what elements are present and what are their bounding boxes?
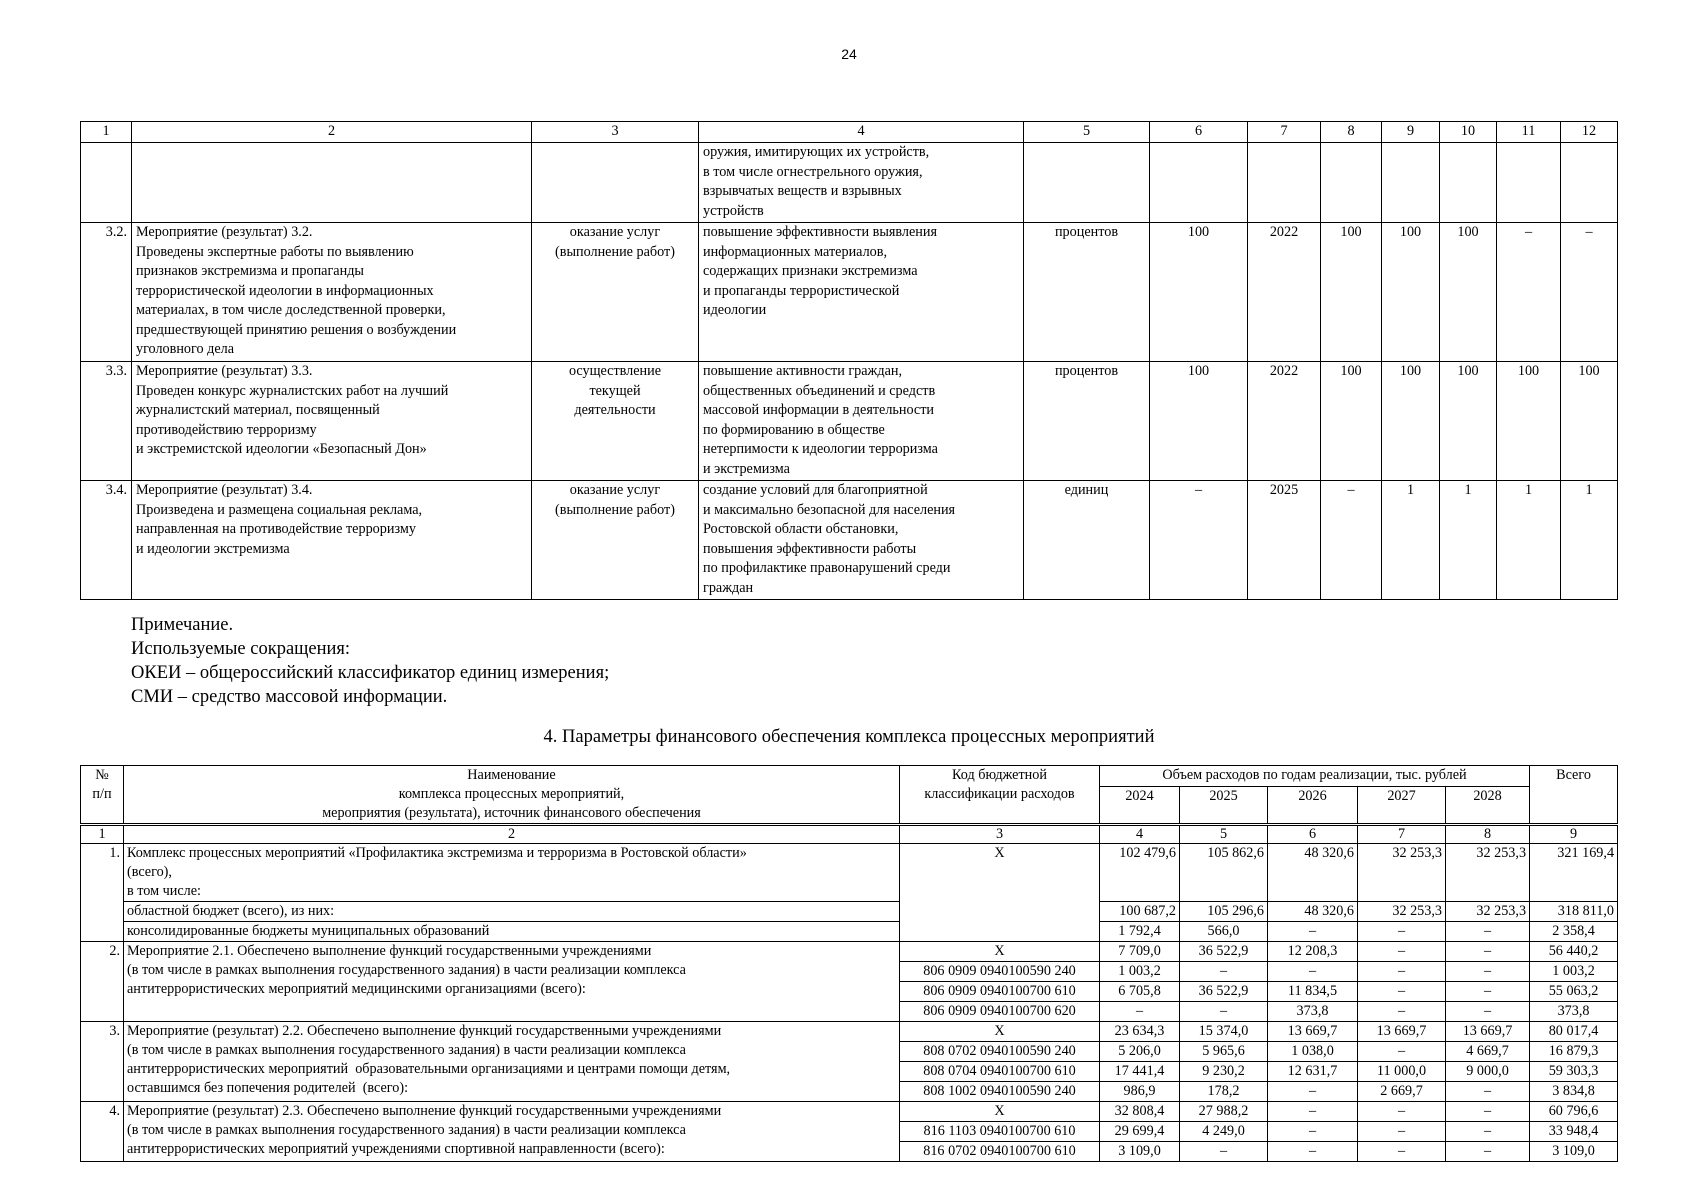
budget-code: 808 1002 0940100590 240: [900, 1082, 1100, 1102]
measure-type: осуществление текущей деятельности: [532, 362, 699, 481]
value-total: 318 811,0: [1530, 902, 1618, 922]
row-name: Комплекс процессных мероприятий «Профилактика экстремизма и терроризма в Ростовской области» (всего), в том числе:: [124, 844, 900, 902]
budget-code: 808 0702 0940100590 240: [900, 1042, 1100, 1062]
value-2025: 100: [1382, 362, 1440, 481]
value-2025: 105 296,6: [1180, 902, 1268, 922]
value-2026: 1: [1440, 481, 1497, 600]
value-2027: –: [1358, 922, 1446, 942]
row-number: 4.: [81, 1102, 124, 1162]
col-number: 9: [1530, 825, 1618, 844]
budget-code: Х: [900, 844, 1100, 942]
col-number: 5: [1024, 122, 1150, 143]
col-number: 12: [1561, 122, 1618, 143]
budget-code: 808 0704 0940100700 610: [900, 1062, 1100, 1082]
row-number: 1.: [81, 844, 124, 942]
value-2024: 1 003,2: [1100, 962, 1180, 982]
budget-code: 806 0909 0940100700 620: [900, 1002, 1100, 1022]
row-number: 2.: [81, 942, 124, 1022]
value-2027: 2 669,7: [1358, 1082, 1446, 1102]
row-number: 3.2.: [81, 223, 132, 362]
unit: [1024, 143, 1150, 223]
budget-code: 816 0702 0940100700 610: [900, 1142, 1100, 1162]
col-number: 3: [900, 825, 1100, 844]
note-line: СМИ – средство массовой информации.: [131, 687, 448, 707]
col-number: 8: [1321, 122, 1382, 143]
measure-name: Мероприятие (результат) 3.4. Произведена и размещена социальная реклама, направленная на противодействие терроризму и идеологии экстремизма: [132, 481, 532, 600]
value-total: 55 063,2: [1530, 982, 1618, 1002]
value-2025: 15 374,0: [1180, 1022, 1268, 1042]
results-table: [80, 121, 1618, 600]
value-2028: 100: [1561, 362, 1618, 481]
col-number: 4: [699, 122, 1024, 143]
table-row: [81, 1102, 1618, 1122]
value-2024: 7 709,0: [1100, 942, 1180, 962]
value-2024: 986,9: [1100, 1082, 1180, 1102]
section-title: 4. Параметры финансового обеспечения комплекса процессных мероприятий: [543, 727, 1155, 747]
header-year: 2025: [1180, 787, 1268, 825]
value-2027: –: [1358, 1042, 1446, 1062]
base-year: 2022: [1248, 223, 1321, 362]
value-2024: 100 687,2: [1100, 902, 1180, 922]
budget-code: 806 0909 0940100700 610: [900, 982, 1100, 1002]
col-number: 7: [1358, 825, 1446, 844]
col-number: 11: [1497, 122, 1561, 143]
value-2024: 102 479,6: [1100, 844, 1180, 902]
header-year: 2027: [1358, 787, 1446, 825]
base-value: 100: [1150, 362, 1248, 481]
budget-code: 806 0909 0940100590 240: [900, 962, 1100, 982]
value-2026: 12 631,7: [1268, 1062, 1358, 1082]
value-2028: –: [1446, 1082, 1530, 1102]
value-2027: –: [1358, 1142, 1446, 1162]
base-value: [1150, 143, 1248, 223]
value-2025: –: [1180, 962, 1268, 982]
table-row: [81, 844, 1618, 902]
value-2028: –: [1446, 1002, 1530, 1022]
value-2028: –: [1446, 1102, 1530, 1122]
results-table-header-row: [81, 122, 1618, 143]
value-2025: 4 249,0: [1180, 1122, 1268, 1142]
value-2024: 100: [1321, 223, 1382, 362]
base-value: 100: [1150, 223, 1248, 362]
value-2024: 100: [1321, 362, 1382, 481]
budget-code: Х: [900, 942, 1100, 962]
value-2024: 17 441,4: [1100, 1062, 1180, 1082]
budget-code: Х: [900, 1102, 1100, 1122]
header-name: Наименование комплекса процессных мероприятий, мероприятия (результата), источник финансового обеспечения: [124, 766, 900, 825]
value-total: 1 003,2: [1530, 962, 1618, 982]
col-number: 6: [1268, 825, 1358, 844]
col-number: 6: [1150, 122, 1248, 143]
col-number: 8: [1446, 825, 1530, 844]
value-2024: [1321, 143, 1382, 223]
value-total: 3 834,8: [1530, 1082, 1618, 1102]
table-row: [81, 362, 1618, 481]
table-row: [81, 481, 1618, 600]
note-line: Используемые сокращения:: [131, 639, 351, 659]
row-name: консолидированные бюджеты муниципальных образований: [124, 922, 900, 942]
value-2024: 1 792,4: [1100, 922, 1180, 942]
col-number: 3: [532, 122, 699, 143]
unit: процентов: [1024, 223, 1150, 362]
value-2026: 100: [1440, 223, 1497, 362]
value-2027: –: [1358, 982, 1446, 1002]
measure-name: Мероприятие (результат) 3.3. Проведен конкурс журналистских работ на лучший журналистский материал, посвященный противодействию терроризму и экстремистской идеологии «Безопасный Дон»: [132, 362, 532, 481]
row-name: областной бюджет (всего), из них:: [124, 902, 900, 922]
measure-name: Мероприятие (результат) 3.2. Проведены экспертные работы по выявлению признаков экстремизма и пропаганды террористической идеологии в информационных материалах, в том числе доследственной проверки, предшествующей принятию решения о возбуждении уголовного дела: [132, 223, 532, 362]
value-2028: –: [1446, 942, 1530, 962]
col-number: 1: [81, 825, 124, 844]
value-2024: 3 109,0: [1100, 1142, 1180, 1162]
value-2027: 32 253,3: [1358, 902, 1446, 922]
measure-name: [132, 143, 532, 223]
value-2027: [1497, 143, 1561, 223]
note-line: Примечание.: [131, 615, 234, 635]
value-2026: –: [1268, 1102, 1358, 1122]
value-2026: [1440, 143, 1497, 223]
measure-type: оказание услуг (выполнение работ): [532, 481, 699, 600]
value-2028: –: [1446, 1122, 1530, 1142]
value-2027: –: [1358, 1122, 1446, 1142]
measure-description: повышение эффективности выявления информационных материалов, содержащих признаки экстремизма и пропаганды террористической идеологии: [699, 223, 1024, 362]
value-2027: 100: [1497, 362, 1561, 481]
base-year: 2022: [1248, 362, 1321, 481]
row-number: 3.4.: [81, 481, 132, 600]
measure-description: оружия, имитирующих их устройств, в том числе огнестрельного оружия, взрывчатых веществ и взрывных устройств: [699, 143, 1024, 223]
value-total: 59 303,3: [1530, 1062, 1618, 1082]
value-2027: –: [1358, 942, 1446, 962]
financing-table: [80, 765, 1618, 1162]
value-total: 60 796,6: [1530, 1102, 1618, 1122]
value-2028: –: [1561, 223, 1618, 362]
value-2026: 373,8: [1268, 1002, 1358, 1022]
col-number: 1: [81, 122, 132, 143]
value-total: 3 109,0: [1530, 1142, 1618, 1162]
header-year: 2028: [1446, 787, 1530, 825]
value-2025: 5 965,6: [1180, 1042, 1268, 1062]
value-total: 16 879,3: [1530, 1042, 1618, 1062]
value-2028: –: [1446, 1142, 1530, 1162]
value-2025: 36 522,9: [1180, 942, 1268, 962]
value-2027: 1: [1497, 481, 1561, 600]
table-row: [81, 223, 1618, 362]
value-total: 321 169,4: [1530, 844, 1618, 902]
value-2024: 23 634,3: [1100, 1022, 1180, 1042]
col-number: 2: [124, 825, 900, 844]
value-2026: 48 320,6: [1268, 902, 1358, 922]
value-2024: –: [1100, 1002, 1180, 1022]
unit: процентов: [1024, 362, 1150, 481]
value-2028: 32 253,3: [1446, 844, 1530, 902]
row-name: Мероприятие 2.1. Обеспечено выполнение функций государственными учреждениями (в том числе в рамках выполнения государственного задания) в части реализации комплекса антитеррористических мероприятий медицинскими организациями (всего):: [124, 942, 900, 1022]
value-total: 56 440,2: [1530, 942, 1618, 962]
row-name: Мероприятие (результат) 2.2. Обеспечено выполнение функций государственными учреждениями (в том числе в рамках выполнения государственного задания) в части реализации комплекса антитеррористических мероприятий образовательными организациями и центрами помощи детям, оставшимся без попечения родителей (всего):: [124, 1022, 900, 1102]
measure-type: оказание услуг (выполнение работ): [532, 223, 699, 362]
value-2026: 12 208,3: [1268, 942, 1358, 962]
value-total: 373,8: [1530, 1002, 1618, 1022]
value-2028: 13 669,7: [1446, 1022, 1530, 1042]
table-row: [81, 942, 1618, 962]
header-code: Код бюджетной классификации расходов: [900, 766, 1100, 825]
value-2025: 100: [1382, 223, 1440, 362]
row-number: 3.: [81, 1022, 124, 1102]
budget-code: 816 1103 0940100700 610: [900, 1122, 1100, 1142]
note-line: ОКЕИ – общероссийский классификатор единиц измерения;: [131, 663, 610, 683]
table-row: [81, 1022, 1618, 1042]
base-value: –: [1150, 481, 1248, 600]
value-2026: 1 038,0: [1268, 1042, 1358, 1062]
base-year: [1248, 143, 1321, 223]
col-number: 5: [1180, 825, 1268, 844]
value-2026: 48 320,6: [1268, 844, 1358, 902]
value-2027: 32 253,3: [1358, 844, 1446, 902]
col-number: 4: [1100, 825, 1180, 844]
page-number: 24: [841, 46, 857, 62]
value-2027: 11 000,0: [1358, 1062, 1446, 1082]
value-2027: –: [1358, 1002, 1446, 1022]
measure-description: повышение активности граждан, общественных объединений и средств массовой информации в деятельности по формированию в обществе нетерпимости к идеологии терроризма и экстремизма: [699, 362, 1024, 481]
measure-description: создание условий для благоприятной и максимально безопасной для населения Ростовской области обстановки, повышения эффективности работы по профилактике правонарушений среди граждан: [699, 481, 1024, 600]
value-2028: 4 669,7: [1446, 1042, 1530, 1062]
header-total: Всего: [1530, 766, 1618, 825]
table-row: [81, 902, 1618, 922]
header-year: 2026: [1268, 787, 1358, 825]
financing-header-row: [81, 766, 1618, 787]
value-2027: –: [1497, 223, 1561, 362]
col-number: 10: [1440, 122, 1497, 143]
value-2028: [1561, 143, 1618, 223]
value-2026: –: [1268, 1122, 1358, 1142]
header-year: 2024: [1100, 787, 1180, 825]
value-total: 2 358,4: [1530, 922, 1618, 942]
row-number: [81, 143, 132, 223]
value-2028: –: [1446, 922, 1530, 942]
note-block: [131, 613, 609, 709]
value-2024: 32 808,4: [1100, 1102, 1180, 1122]
value-2026: –: [1268, 1142, 1358, 1162]
value-2026: 13 669,7: [1268, 1022, 1358, 1042]
row-number: 3.3.: [81, 362, 132, 481]
col-number: 7: [1248, 122, 1321, 143]
value-2025: 27 988,2: [1180, 1102, 1268, 1122]
value-2025: 1: [1382, 481, 1440, 600]
row-name: Мероприятие (результат) 2.3. Обеспечено выполнение функций государственными учреждениями (в том числе в рамках выполнения государственного задания) в части реализации комплекса антитеррористических мероприятий учреждениями спортивной направленности (всего):: [124, 1102, 900, 1162]
value-2024: –: [1321, 481, 1382, 600]
value-2024: 5 206,0: [1100, 1042, 1180, 1062]
col-number: 9: [1382, 122, 1440, 143]
measure-type: [532, 143, 699, 223]
value-2026: 11 834,5: [1268, 982, 1358, 1002]
unit: единиц: [1024, 481, 1150, 600]
value-2028: –: [1446, 982, 1530, 1002]
col-number: 2: [132, 122, 532, 143]
value-total: 33 948,4: [1530, 1122, 1618, 1142]
value-2025: [1382, 143, 1440, 223]
value-2025: –: [1180, 1002, 1268, 1022]
value-2028: 1: [1561, 481, 1618, 600]
value-2025: 178,2: [1180, 1082, 1268, 1102]
value-2026: –: [1268, 962, 1358, 982]
value-2028: 9 000,0: [1446, 1062, 1530, 1082]
value-2025: 566,0: [1180, 922, 1268, 942]
value-2026: –: [1268, 1082, 1358, 1102]
value-2026: 100: [1440, 362, 1497, 481]
value-2025: –: [1180, 1142, 1268, 1162]
value-2027: –: [1358, 962, 1446, 982]
table-row: [81, 143, 1618, 223]
base-year: 2025: [1248, 481, 1321, 600]
financing-colnum-row: [81, 825, 1618, 844]
value-2028: –: [1446, 962, 1530, 982]
value-2027: –: [1358, 1102, 1446, 1122]
value-2024: 6 705,8: [1100, 982, 1180, 1002]
header-number: № п/п: [81, 766, 124, 825]
value-2028: 32 253,3: [1446, 902, 1530, 922]
value-2027: 13 669,7: [1358, 1022, 1446, 1042]
value-total: 80 017,4: [1530, 1022, 1618, 1042]
header-volume: Объем расходов по годам реализации, тыс. рублей: [1100, 766, 1530, 787]
value-2025: 36 522,9: [1180, 982, 1268, 1002]
value-2024: 29 699,4: [1100, 1122, 1180, 1142]
value-2026: –: [1268, 922, 1358, 942]
budget-code: Х: [900, 1022, 1100, 1042]
table-row: [81, 922, 1618, 942]
value-2025: 9 230,2: [1180, 1062, 1268, 1082]
value-2025: 105 862,6: [1180, 844, 1268, 902]
